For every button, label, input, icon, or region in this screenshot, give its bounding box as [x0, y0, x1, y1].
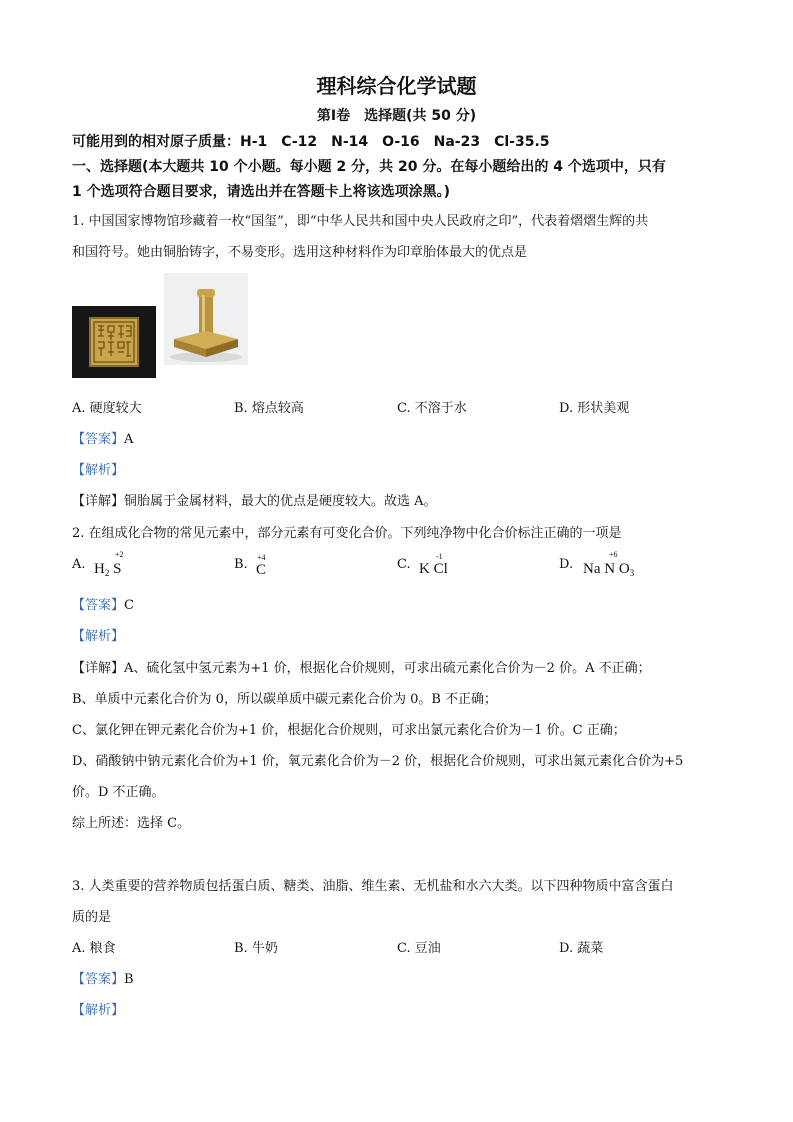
q2-detail-line3: C、氯化钾在钾元素化合价为+1 价，根据化合价规则，可求出氯元素化合价为－1 价。C 正确；	[72, 723, 626, 738]
q2-detail-line6: 综上所述：选择 C。	[72, 816, 191, 831]
q2-detail-line1: 【详解】A、硫化氢中氢元素为+1 价，根据化合价规则，可求出硫元素化合价为－2 价。A 不正确；	[72, 661, 651, 676]
q2-answer	[72, 594, 134, 613]
answer-value: A	[124, 432, 134, 447]
formula-h2s: $H_2$ S	[94, 561, 122, 578]
q2-option-d: D. Na N $O_3$ +6	[559, 550, 635, 578]
q1-option-b: B. 熔点较高	[234, 401, 304, 416]
q3-stem-line2: 质的是	[72, 910, 112, 925]
seal-photo-image	[164, 273, 248, 365]
seal-face-image	[72, 306, 156, 378]
q2-detail-line2: B、单质中元素化合价为 0，所以碳单质中碳元素化合价为 0。B 不正确；	[72, 692, 498, 707]
q2-analysis-tag: 【解析】	[72, 629, 125, 644]
answer-value: B	[124, 972, 134, 987]
q1-detail: 【详解】铜胎属于金属材料，最大的优点是硬度较大。故选 A。	[72, 494, 437, 509]
formula-c: C	[256, 562, 267, 578]
answer-value: C	[124, 598, 134, 613]
q3-option-c: C. 豆油	[397, 941, 441, 956]
q2-detail-line4: D、硝酸钠中钠元素化合价为+1 价，氧元素化合价为－2 价，根据化合价规则，可求出氮元素化合价为+5	[72, 754, 684, 769]
q3-option-a: A. 粮食	[72, 941, 116, 956]
answer-tag: 【答案】	[72, 432, 125, 447]
q1-stem-line1: 1. 中国国家博物馆珍藏着一枚“国玺”，即“中华人民共和国中央人民政府之印”，代表着熠熠生辉的共	[72, 214, 649, 229]
section-instructions-line1: 一、选择题(本大题共 10 个小题。每小题 2 分，共 20 分。在每小题给出的 4 个选项中，只有	[72, 159, 666, 175]
answer-tag: 【答案】	[72, 598, 125, 613]
q2-option-b: B. C +4	[234, 553, 267, 578]
formula-kcl: K Cl	[419, 561, 448, 577]
q1-option-d: D. 形状美观	[559, 401, 630, 416]
q1-option-a: A. 硬度较大	[72, 401, 142, 416]
exam-title: 理科综合化学试题	[316, 74, 477, 98]
q1-option-c: C. 不溶于水	[397, 401, 467, 416]
q3-answer	[72, 968, 134, 987]
q1-stem-line2: 和国符号。她由铜胎铸字，不易变形。选用这种材料作为印章胎体最大的优点是	[72, 245, 528, 260]
q3-option-b: B. 牛奶	[234, 941, 278, 956]
q3-option-d: D. 蔬菜	[559, 941, 604, 956]
q1-analysis-tag: 【解析】	[72, 463, 125, 478]
q2-option-c: C. K Cl -1	[397, 552, 448, 577]
q3-stem-line1: 3. 人类重要的营养物质包括蛋白质、糖类、油脂、维生素、无机盐和水六大类。以下四种物质中富含蛋白	[72, 879, 674, 894]
atomic-masses: 可能用到的相对原子质量：H-1 C-12 N-14 O-16 Na-23 Cl-35.5	[72, 134, 550, 150]
q1-answer	[72, 428, 133, 447]
section-instructions-line2: 1 个选项符合题目要求，请选出并在答题卡上将该选项涂黑。)	[72, 184, 451, 200]
exam-subtitle: 第Ⅰ卷 选择题(共 50 分)	[316, 108, 477, 124]
q2-detail-line5: 价。D 不正确。	[72, 785, 165, 800]
answer-tag: 【答案】	[72, 972, 125, 987]
formula-nano3: Na N $O_3$	[583, 561, 635, 578]
q2-stem: 2. 在组成化合物的常见元素中，部分元素有可变化合价。下列纯净物中化合价标注正确的一项是	[72, 526, 622, 541]
q2-option-a: A. $H_2$ S +2	[72, 550, 124, 578]
q3-analysis-tag: 【解析】	[72, 1003, 125, 1018]
